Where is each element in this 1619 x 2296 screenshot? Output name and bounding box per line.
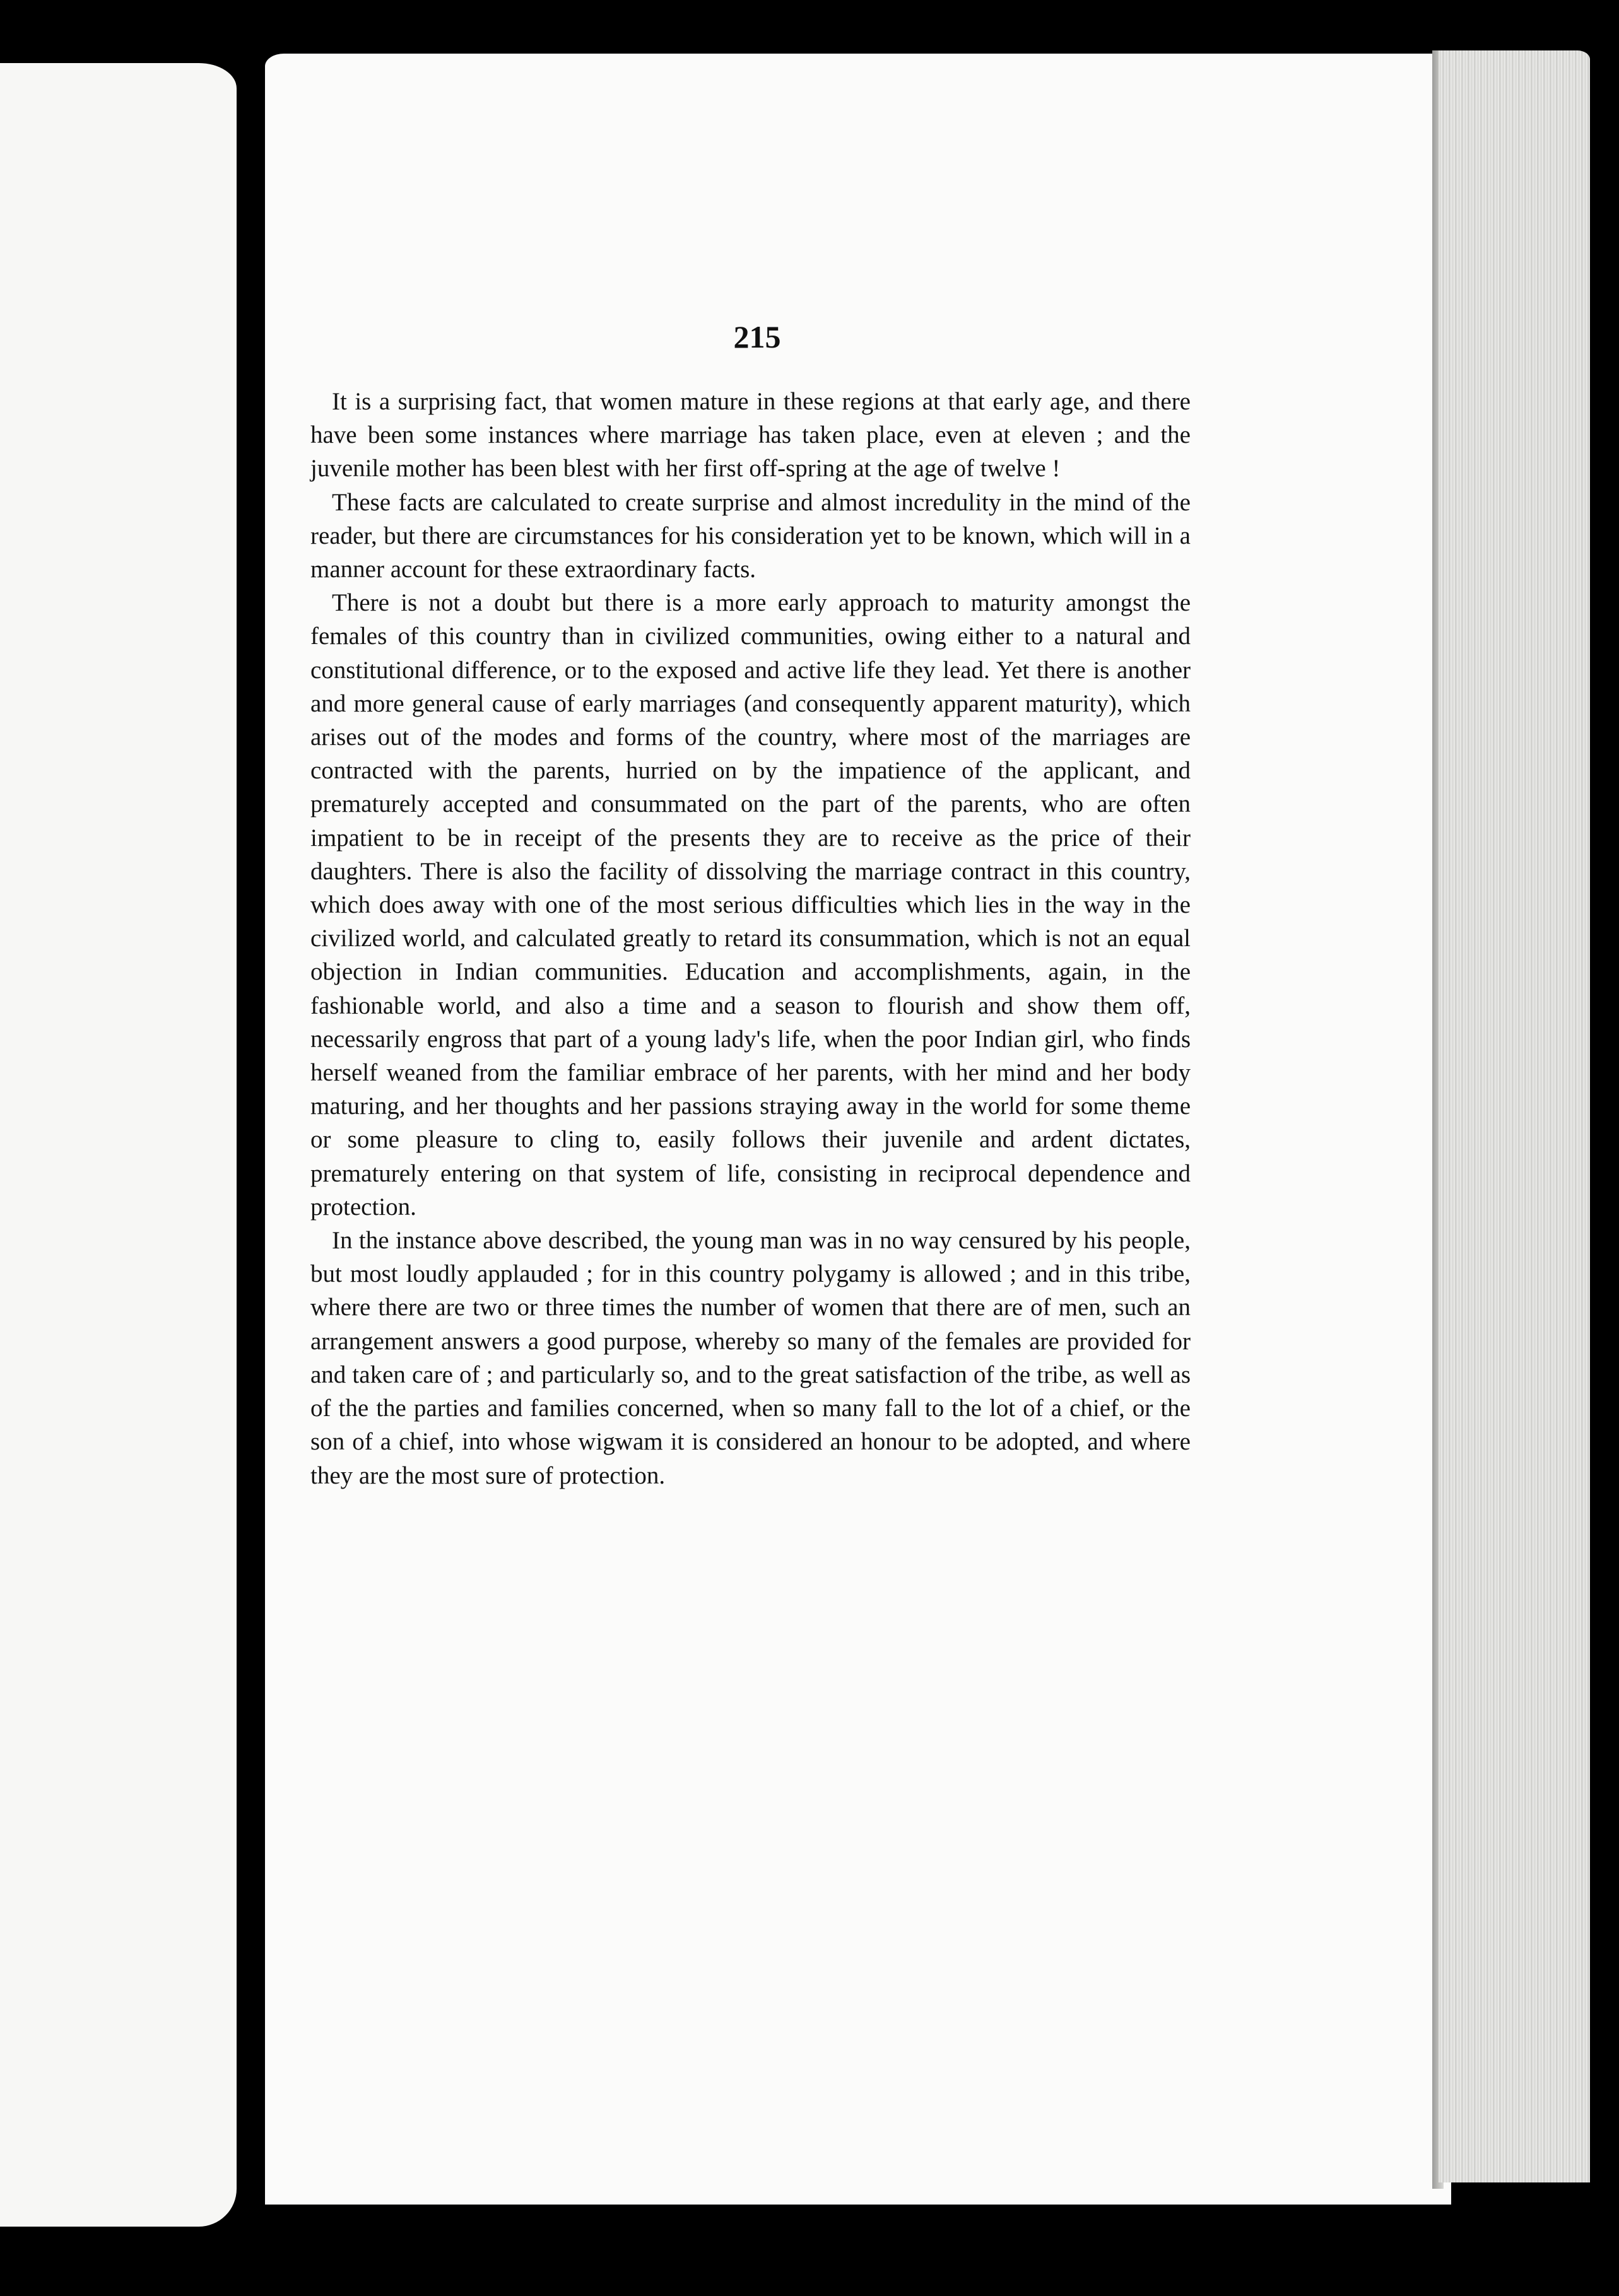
page-number: 215 [733, 319, 781, 354]
paragraph: There is not a doubt but there is a more early approach to maturity amongst the females of this country than in civilized communities, owing either to a natural and constitutional difference, or to the exposed and active life they lead. Yet there is another and more general cause of early marriages (and consequently apparent maturity), which arises out of the modes and forms of the country, where most of the marriages are contracted with the parents, hurried on by the impatience of the applicant, and prematurely accepted and consummated on the part of the parents, who are often impatient to be in receipt of the presents they are to receive as the price of their daughters. There is also the facility of dissolving the marriage contract in this country, which does away with one of the most serious difficulties which lies in the way in the civilized world, and calculated greatly to retard its consummation, which is not an equal objection in Indian communities. Education and accomplishments, again, in the fashionable world, and also a time and a season to flourish and show them off, necessarily engross that part of a young lady's life, when the poor Indian girl, who finds herself weaned from the familiar embrace of her parents, with her mind and her body maturing, and her thoughts and her passions straying away in the world for some theme or some pleasure to cling to, easily follows their juvenile and ardent dictates, prematurely entering on that system of life, consisting in reciprocal dependence and protection. [310, 589, 1191, 1221]
paragraph: These facts are calculated to create surprise and almost incredulity in the mind of the reader, but there are circumstances for his consideration yet to be known, which will in a manner account for these extraordinary facts. [310, 488, 1191, 583]
left-page [0, 63, 237, 2227]
paragraph: In the instance above described, the young man was in no way censured by his people, but most loudly applauded ; for in this country polygamy is allowed ; and in this tribe, where there are two or three times the number of women that there are of men, such an arrangement answers a good purpose, whereby so many of the females are provided for and taken care of ; and particularly so, and to the great satisfaction of the tribe, as well as of the the parties and families concerned, when so many fall to the lot of a chief, or the son of a chief, into whose wigwam it is considered an honour to be adopted, and where they are the most sure of protection. [310, 1227, 1191, 1489]
body-text [310, 385, 1191, 1492]
paragraph: It is a surprising fact, that women mature in these regions at that early age, and there have been some instances where marriage has taken place, even at eleven ; and the juvenile mother has been blest with her first off-spring at the age of twelve ! [310, 388, 1191, 483]
page-edges [1439, 50, 1590, 2182]
